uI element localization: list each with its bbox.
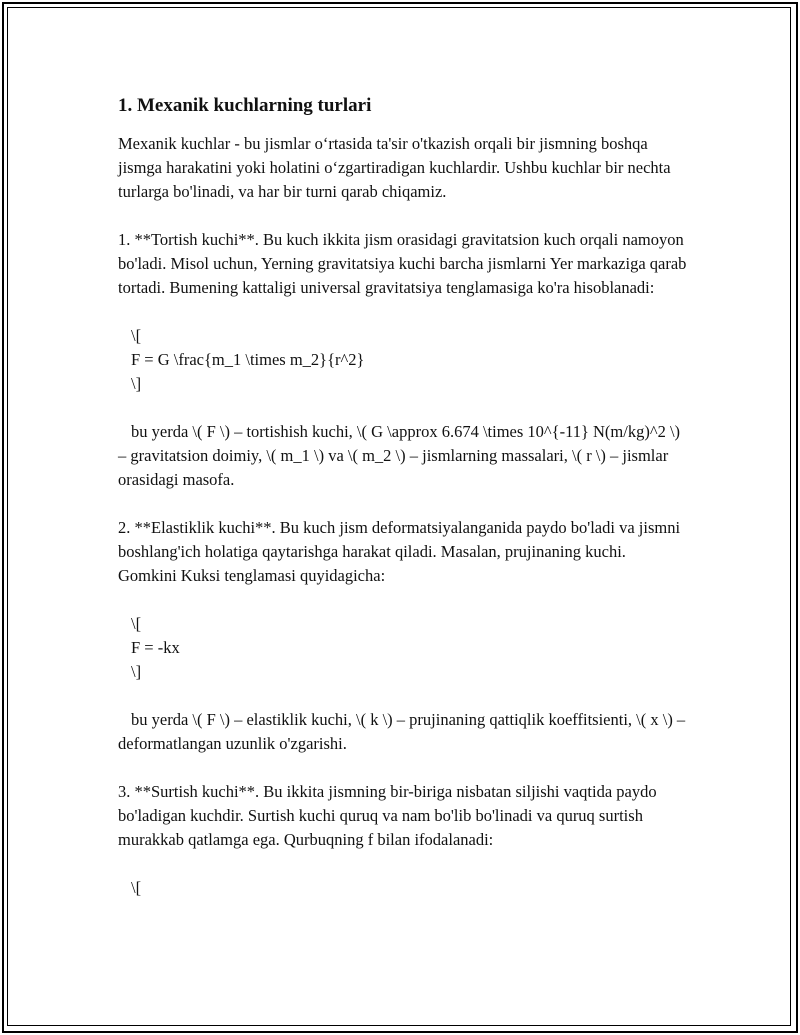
document-body [118, 93, 691, 924]
section-heading: 1. Mexanik kuchlarning turlari [118, 95, 372, 116]
elasticity-formula: \[ F = -kx \] [131, 614, 180, 681]
elasticity-explanation: bu yerda \( F \) – elastiklik kuchi, \( k \) – prujinaning qattiqlik koeffitsienti, \( x \) – deformatlangan uzunlik o'zgarishi. [118, 710, 690, 753]
friction-paragraph: 3. **Surtish kuchi**. Bu ikkita jismning bir-biriga nisbatan siljishi vaqtida paydo bo'ladigan kuchdir. Surtish kuchi quruq va nam bo'lib bo'linadi va quruq surtish murakkab qatlamga ega. Qurbuqning f bilan ifodalanadi: [118, 782, 661, 849]
intro-paragraph: Mexanik kuchlar - bu jismlar o‘rtasida ta'sir o'tkazish orqali bir jismning boshqa jismga harakatini yoki holatini o‘zgartiradigan kuchlardir. Ushbu kuchlar bir nechta turlarga bo'linadi, va har bir turni qarab chiqamiz. [118, 134, 675, 201]
gravity-paragraph: 1. **Tortish kuchi**. Bu kuch ikkita jism orasidagi gravitatsion kuch orqali namoyon bo'ladi. Misol uchun, Yerning gravitatsiya kuchi barcha jismlarni Yer markaziga qarab tortadi. Bumening kattaligi universal gravitatsiya tenglamasiga ko'ra hisoblanadi: [118, 230, 691, 297]
gravity-formula: \[ F = G \frac{m_1 \times m_2}{r^2} \] [131, 326, 365, 393]
friction-formula-start: \[ [131, 878, 142, 897]
gravity-explanation: bu yerda \( F \) – tortishish kuchi, \( G \approx 6.674 \times 10^{-11} N(m/kg)^2 \) – gravitatsion doimiy, \( m_1 \) va \( m_2 \) – jismlarning massalari, \( r \) – jismlar orasidagi masofa. [118, 422, 685, 489]
elasticity-paragraph: 2. **Elastiklik kuchi**. Bu kuch jism deformatsiyalanganida paydo bo'ladi va jismni boshlang'ich holatiga qaytarishga harakat qiladi. Masalan, prujinaning kuchi. Gomkini Kuksi tenglamasi quyidagicha: [118, 518, 685, 585]
